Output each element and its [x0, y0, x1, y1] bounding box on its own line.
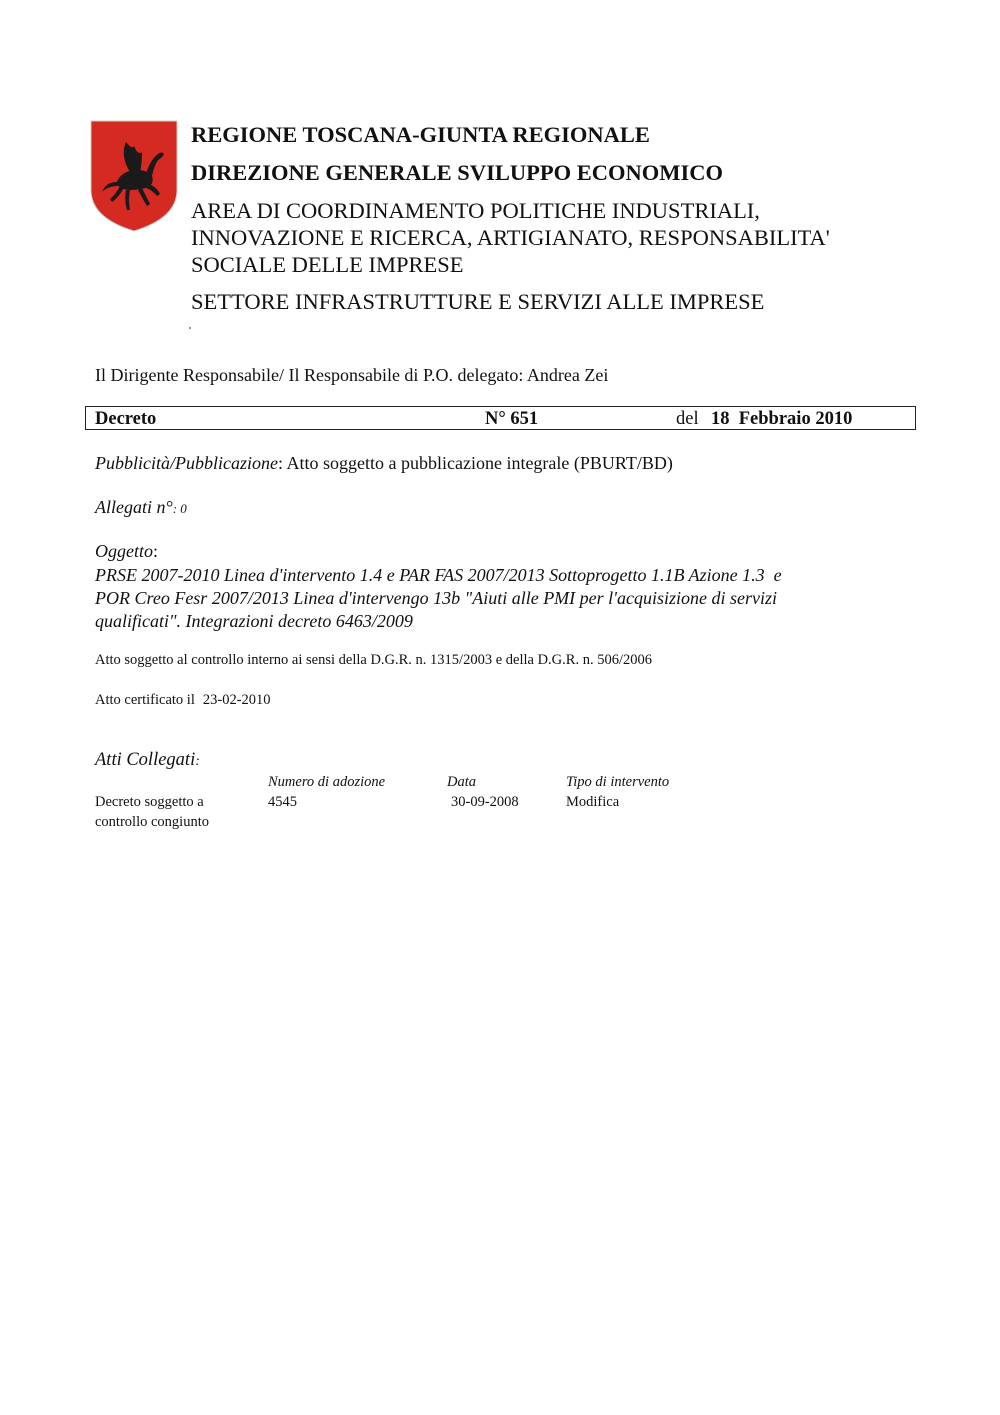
row-data: 30-09-2008 [451, 794, 519, 810]
decreto-date: 18 Febbraio 2010 [711, 409, 853, 429]
row-numero: 4545 [268, 794, 297, 810]
row-tipo-atto-line-1: Decreto soggetto a [95, 794, 204, 810]
oggetto-label: Oggetto [95, 541, 153, 561]
certificato-date: 23-02-2010 [202, 692, 271, 708]
atti-collegati-colon: : [195, 754, 200, 769]
certificato-line [95, 692, 271, 709]
allegati-label: Allegati n° [95, 497, 173, 517]
dirigente-line: Il Dirigente Responsabile/ Il Responsabile di P.O. delegato: Andrea Zei [95, 365, 609, 385]
decreto-number: N° 651 [485, 409, 539, 429]
pubblicita-line [95, 453, 673, 474]
decreto-del-label: del [676, 409, 699, 429]
row-tipo-atto-line-2: controllo congiunto [95, 814, 209, 830]
pubblicita-label: Pubblicità/Pubblicazione [95, 453, 278, 473]
column-header-numero: Numero di adozione [268, 774, 386, 790]
header-settore: SETTORE INFRASTRUTTURE E SERVIZI ALLE IMPRESE [191, 289, 765, 314]
header-region: REGIONE TOSCANA-GIUNTA REGIONALE [191, 122, 650, 147]
decorative-dot [189, 327, 191, 329]
certificato-label: Atto certificato il [95, 692, 195, 708]
oggetto-colon: : [153, 541, 159, 561]
row-tipo: Modifica [566, 794, 620, 810]
pubblicita-text: : Atto soggetto a pubblicazione integrale (PBURT/BD) [277, 453, 673, 473]
controllo-interno-line: Atto soggetto al controllo interno ai sensi della D.G.R. n. 1315/2003 e della D.G.R. n. 506/2006 [95, 652, 652, 668]
decreto-box [85, 406, 916, 430]
region-emblem [90, 120, 178, 232]
header-area-line-3: SOCIALE DELLE IMPRESE [191, 252, 464, 277]
allegati-line [95, 497, 187, 518]
pegasus-coat-of-arms-icon [90, 120, 178, 232]
header-area-line-1: AREA DI COORDINAMENTO POLITICHE INDUSTRIALI, [191, 198, 760, 223]
allegati-value: : 0 [172, 501, 187, 516]
atti-collegati-title [95, 750, 200, 771]
oggetto-label-line [95, 541, 158, 562]
atti-collegati-label: Atti Collegati [95, 750, 196, 770]
column-header-data: Data [447, 774, 476, 790]
header-direzione: DIREZIONE GENERALE SVILUPPO ECONOMICO [191, 160, 723, 185]
column-header-tipo: Tipo di intervento [566, 774, 670, 790]
oggetto-line-2: POR Creo Fesr 2007/2013 Linea d'intervengo 13b "Aiuti alle PMI per l'acquisizione di servizi [95, 588, 778, 608]
header-area-line-2: INNOVAZIONE E RICERCA, ARTIGIANATO, RESPONSABILITA' [191, 225, 830, 250]
oggetto-line-3: qualificati". Integrazioni decreto 6463/2009 [95, 611, 413, 631]
oggetto-line-1: PRSE 2007-2010 Linea d'intervento 1.4 e PAR FAS 2007/2013 Sottoprogetto 1.1B Azione 1.3 e [95, 565, 782, 585]
decreto-label: Decreto [95, 409, 157, 429]
oggetto-text [95, 564, 895, 633]
